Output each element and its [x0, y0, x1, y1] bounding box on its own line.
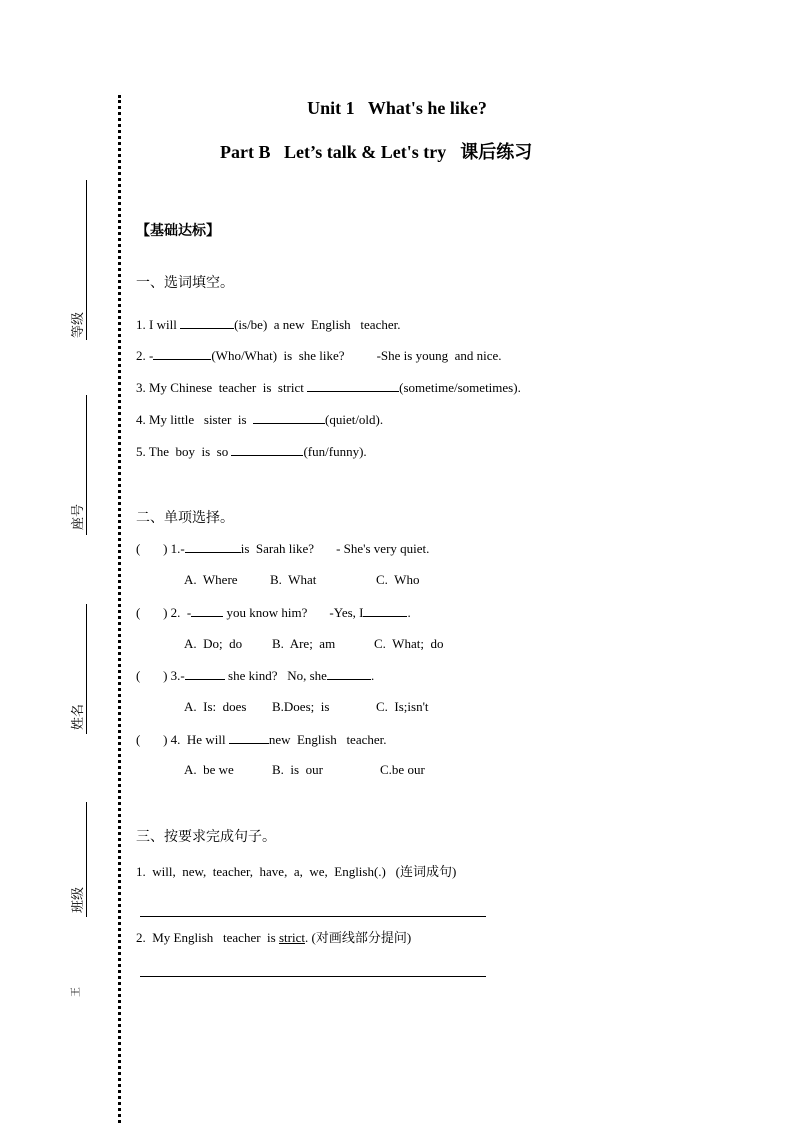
side-label-seat: 座号 [70, 503, 86, 531]
underlined-word: strict [278, 930, 305, 945]
basic-label: 【基础达标】 [136, 224, 220, 239]
section2-heading: 二、单项选择。 [136, 511, 234, 526]
s3-q1-answer-line[interactable] [140, 916, 486, 917]
s2-q3: ( ) 3.- she kind? No, she . [136, 668, 375, 683]
s3-q1: 1. will, new, teacher, have, a, we, English(.) (连词成句) [136, 864, 457, 879]
s1-item-4: 4. My little sister is (quiet/old). [136, 412, 384, 427]
s2-q4-option-b: B. is our [272, 762, 323, 777]
s1-item-1: 1. I will (is/be) a new English teacher. [136, 317, 401, 332]
name-line [86, 604, 87, 734]
seat-line [86, 395, 87, 535]
s2-q1: ( ) 1.- is Sarah like? - She's very quiet. [136, 541, 430, 556]
s2-q2-option-b: B. Are; am [272, 636, 336, 651]
s2-q3-option-b: B.Does; is [272, 699, 330, 714]
s2-q3-option-a: A. Is: does [184, 699, 247, 714]
side-label-mark: 王 [71, 987, 82, 997]
s2-q4-option-c: C.be our [380, 762, 425, 777]
s2-q1-option-b: B. What [270, 572, 317, 587]
s2-q1-option-a: A. Where [184, 572, 238, 587]
unit-title: Unit 1 What's he like? [307, 98, 487, 118]
s2-q2-option-a: A. Do; do [184, 636, 243, 651]
s2-q3-option-c: C. Is;isn't [376, 699, 429, 714]
s2-q2: ( ) 2. - you know him? -Yes, I . [136, 605, 411, 620]
section3-heading: 三、按要求完成句子。 [136, 830, 276, 845]
s1-item-2: 2. - (Who/What) is she like? -She is young and nice. [136, 348, 502, 363]
grade-line [86, 180, 87, 340]
s1-item-5: 5. The boy is so (fun/funny). [136, 444, 367, 459]
s2-q1-option-c: C. Who [376, 572, 420, 587]
s2-q2-option-c: C. What; do [374, 636, 444, 651]
side-label-name: 姓名 [70, 703, 86, 731]
s1-item-3: 3. My Chinese teacher is strict (sometime/sometimes). [136, 380, 521, 395]
side-label-grade: 等级 [70, 311, 86, 339]
part-title: Part B Let’s talk & Let's try 课后练习 [220, 142, 533, 162]
section1-heading: 一、选词填空。 [136, 276, 234, 291]
class-line [86, 802, 87, 917]
binding-dotted-line [118, 95, 121, 1123]
side-label-class: 班级 [70, 886, 86, 914]
s3-q2: 2. My English teacher is strict. (对画线部分提问) [136, 930, 412, 945]
s2-q4: ( ) 4. He will new English teacher. [136, 732, 387, 747]
s2-q4-option-a: A. be we [184, 762, 234, 777]
s3-q2-answer-line[interactable] [140, 976, 486, 977]
